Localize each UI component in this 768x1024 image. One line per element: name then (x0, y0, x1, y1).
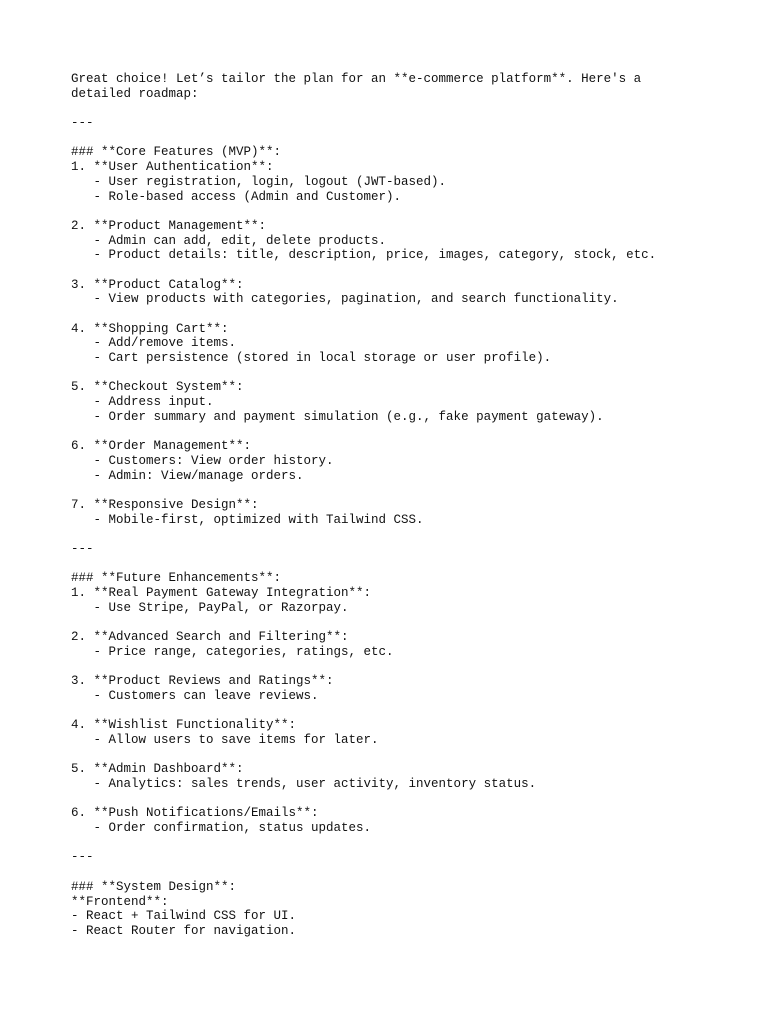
blank-line (71, 836, 751, 851)
numbered-item: 6. **Push Notifications/Emails**: (71, 806, 319, 821)
horizontal-rule: --- (71, 542, 94, 556)
bullet-item: - Admin can add, edit, delete products. (71, 233, 387, 248)
bullet-item: - Customers can leave reviews. (71, 688, 319, 703)
text-line: Great choice! Let’s tailor the plan for an **e-commerce platform**. Here's a (71, 72, 642, 86)
numbered-item: 5. **Admin Dashboard**: (71, 762, 244, 777)
blank-line (71, 660, 751, 675)
blank-line (71, 704, 751, 719)
blank-line (71, 483, 751, 498)
bullet-item: - Product details: title, description, price, images, category, stock, etc. (71, 248, 657, 263)
bullet-item: - Allow users to save items for later. (71, 732, 379, 747)
numbered-item: 1. **User Authentication**: (71, 160, 274, 175)
numbered-item: 3. **Product Catalog**: (71, 277, 244, 292)
numbered-item: 2. **Product Management**: (71, 218, 267, 233)
numbered-item: 4. **Shopping Cart**: (71, 321, 229, 336)
horizontal-rule: --- (71, 850, 94, 865)
numbered-item: 5. **Checkout System**: (71, 380, 244, 395)
bullet-item: - Add/remove items. (71, 336, 237, 351)
document-body (71, 72, 751, 939)
blank-line (71, 557, 751, 572)
bullet-item: - Order summary and payment simulation (e.g., fake payment gateway). (71, 409, 604, 424)
bullet-item: - View products with categories, pagination, and search functionality. (71, 292, 619, 307)
bullet-item: - Address input. (71, 395, 214, 410)
blank-line (71, 366, 751, 381)
blank-line (71, 204, 751, 219)
blank-line (71, 131, 751, 146)
bullet-item: - Order confirmation, status updates. (71, 821, 372, 836)
bullet-item: - Admin: View/manage orders. (71, 468, 304, 483)
numbered-item: 7. **Responsive Design**: (71, 497, 259, 512)
blank-line (71, 307, 751, 322)
bullet-item: - Customers: View order history. (71, 453, 334, 468)
section-heading: ### **Future Enhancements**: (71, 571, 282, 586)
section-heading: ### **System Design**: (71, 879, 237, 894)
horizontal-rule: --- (71, 116, 94, 131)
numbered-item: 4. **Wishlist Functionality**: (71, 718, 297, 733)
bullet-item: - Price range, categories, ratings, etc. (71, 644, 394, 659)
bullet-item: - Cart persistence (stored in local storage or user profile). (71, 351, 552, 366)
blank-line (71, 865, 751, 880)
numbered-item: 2. **Advanced Search and Filtering**: (71, 630, 349, 645)
blank-line (71, 615, 751, 630)
blank-line (71, 425, 751, 440)
bullet-item: - Analytics: sales trends, user activity, inventory status. (71, 777, 537, 791)
text-line: detailed roadmap: (71, 86, 199, 101)
bullet-item: - Use Stripe, PayPal, or Razorpay. (71, 600, 349, 615)
blank-line (71, 748, 751, 763)
blank-line (71, 101, 751, 116)
bullet-item: - User registration, login, logout (JWT-based). (71, 174, 447, 189)
text-line: **Frontend**: (71, 894, 169, 909)
bullet-item: - Role-based access (Admin and Customer). (71, 189, 402, 204)
blank-line (71, 263, 751, 278)
bullet-item: - React Router for navigation. (71, 923, 297, 938)
numbered-item: 3. **Product Reviews and Ratings**: (71, 674, 334, 689)
numbered-item: 1. **Real Payment Gateway Integration**: (71, 586, 372, 601)
numbered-item: 6. **Order Management**: (71, 439, 252, 454)
bullet-item: - React + Tailwind CSS for UI. (71, 909, 297, 924)
blank-line (71, 527, 751, 542)
section-heading: ### **Core Features (MVP)**: (71, 145, 282, 160)
bullet-item: - Mobile-first, optimized with Tailwind CSS. (71, 512, 424, 527)
blank-line (71, 792, 751, 807)
